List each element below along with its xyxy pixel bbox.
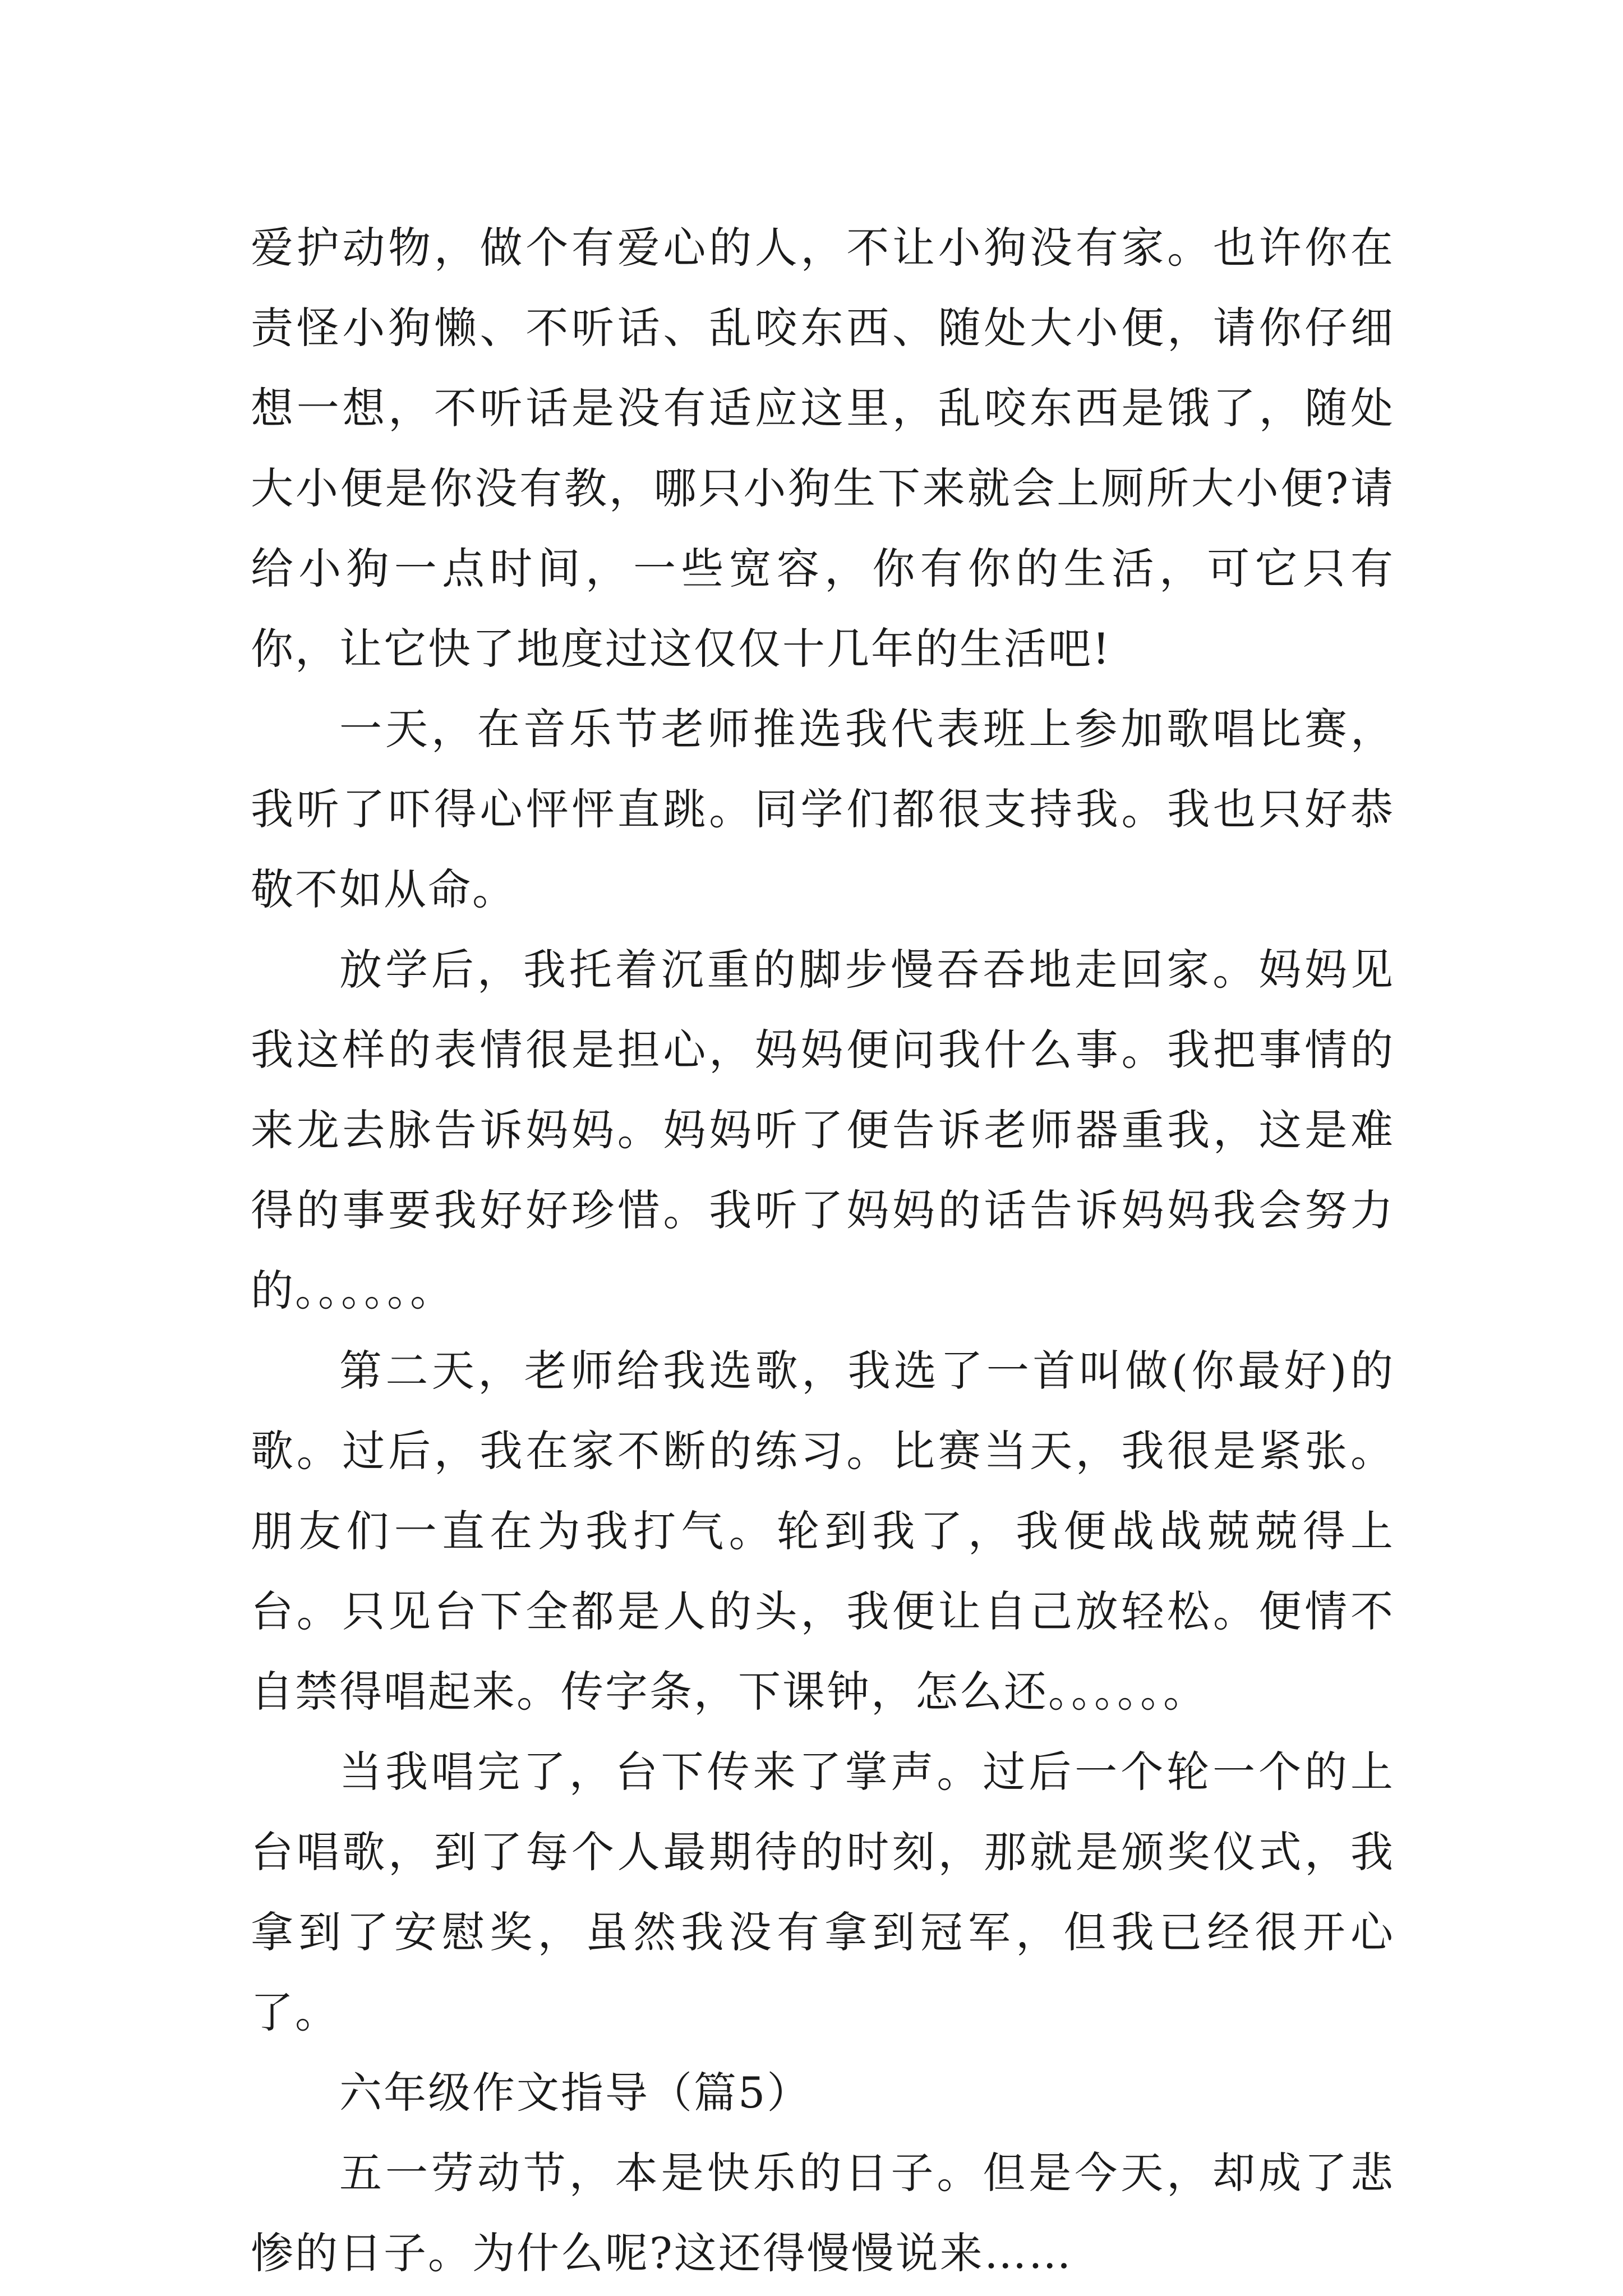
paragraph-after-school: 放学后，我托着沉重的脚步慢吞吞地走回家。妈妈见我这样的表情很是担心，妈妈便问我什么事。我把事情的来龙去脉告诉妈妈。妈妈听了便告诉老师器重我，这是难得的事要我好好珍惜。我听了妈妈的话告诉妈妈我会努力的。。。。。。 [251, 945, 1395, 1315]
paragraph-second-day: 第二天，老师给我选歌，我选了一首叫做(你最好)的歌。过后，我在家不断的练习。比赛当天，我很是紧张。朋友们一直在为我打气。轮到我了，我便战战兢兢得上台。只见台下全都是人的头，我便让自己放轻松。便情不自禁得唱起来。传字条，下课钟，怎么还。。。。。。 [251, 1346, 1395, 1717]
paragraph-applause: 当我唱完了，台下传来了掌声。过后一个轮一个的上台唱歌，到了每个人最期待的时刻，那就是颁奖仪式，我拿到了安慰奖，虽然我没有拿到冠军，但我已经很开心了。 [251, 1747, 1395, 2037]
document-body [251, 208, 1395, 2293]
paragraph-labor-day: 五一劳动节，本是快乐的日子。但是今天，却成了悲惨的日子。为什么呢?这还得慢慢说来…… [251, 2148, 1395, 2278]
paragraph-dog-care: 爱护动物，做个有爱心的人，不让小狗没有家。也许你在责怪小狗懒、不听话、乱咬东西、随处大小便，请你仔细想一想，不听话是没有适应这里，乱咬东西是饿了，随处大小便是你没有教，哪只小狗生下来就会上厕所大小便?请给小狗一点时间，一些宽容，你有你的生活，可它只有你，让它快了地度过这仅仅十几年的生活吧! [251, 223, 1395, 674]
section-heading: 六年级作文指导（篇5） [339, 2068, 811, 2118]
paragraph-singing-contest: 一天，在音乐节老师推选我代表班上参加歌唱比赛，我听了吓得心怦怦直跳。同学们都很支持我。我也只好恭敬不如从命。 [251, 704, 1395, 914]
